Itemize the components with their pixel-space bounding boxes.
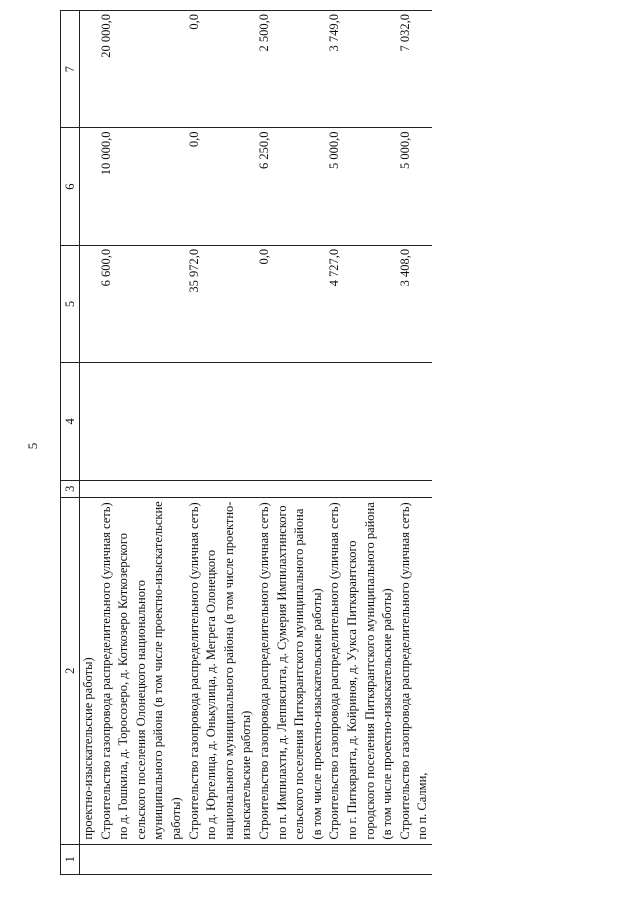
- value-col-7: 20 000,0: [98, 11, 186, 128]
- value-col-6: 5 000,0: [326, 128, 396, 245]
- row-number-cell: [186, 844, 256, 874]
- value-col-6: 5 000,0: [397, 128, 432, 245]
- page-number: 5: [25, 442, 40, 450]
- value-col-7: 2 500,0: [256, 11, 326, 128]
- value-col-5: 3 408,0: [397, 245, 432, 362]
- project-description: Строительство газопровода распределительного (уличная сеть) по п. Импилахти, д. Леппясилта, д. Сумерия Импилахтинского сельского поселения Питкярантского муниципального района (в том числе проектно-изыскательские работы): [256, 497, 326, 844]
- empty-cell: [186, 480, 256, 497]
- header-cell-3: 3: [61, 480, 80, 497]
- value-col-5: 4 727,0: [326, 245, 396, 362]
- header-cell-5: 5: [61, 245, 80, 362]
- empty-cell: [80, 480, 98, 497]
- value-col-5: 0,0: [256, 245, 326, 362]
- header-cell-4: 4: [61, 363, 80, 480]
- empty-cell: [326, 480, 396, 497]
- row-number-cell: [326, 844, 396, 874]
- table-row: [326, 11, 396, 875]
- empty-cell: [98, 363, 186, 480]
- row-number-cell: [397, 844, 432, 874]
- value-col-7: 0,0: [186, 11, 256, 128]
- value-col-7: 7 032,0: [397, 11, 432, 128]
- table-header-row: [61, 11, 80, 875]
- table-row: [256, 11, 326, 875]
- value-col-6: [80, 128, 98, 245]
- project-description: Строительство газопровода распределительного (уличная сеть) по д. Гошкила, д. Торосозеро, д. Коткозеро Коткозерского сельского поселения Олонецкого национального муниципального района (в том числе проектно-изыскательские работы): [98, 497, 186, 844]
- funding-table: [60, 10, 432, 875]
- value-col-6: 6 250,0: [256, 128, 326, 245]
- empty-cell: [80, 363, 98, 480]
- project-description: проектно-изыскательские работы): [80, 497, 98, 844]
- project-description: Строительство газопровода распределительного (уличная сеть) по г. Питкяранта, д. Койриноя, д. Уукса Питкярантского городского поселения Питкярантского муниципального района (в том числе проектно-изыскательские работы): [326, 497, 396, 844]
- value-col-7: [80, 11, 98, 128]
- empty-cell: [256, 480, 326, 497]
- row-number-cell: [98, 844, 186, 874]
- table-row: [397, 11, 432, 875]
- table-row: [80, 11, 98, 875]
- empty-cell: [326, 363, 396, 480]
- empty-cell: [98, 480, 186, 497]
- header-cell-2: 2: [61, 497, 80, 844]
- rotated-table-container: [60, 10, 580, 875]
- project-description: Строительство газопровода распределительного (уличная сеть) по п. Салми,: [397, 497, 432, 844]
- table-row: [186, 11, 256, 875]
- empty-cell: [397, 480, 432, 497]
- header-cell-7: 7: [61, 11, 80, 128]
- header-cell-6: 6: [61, 128, 80, 245]
- empty-cell: [256, 363, 326, 480]
- value-col-7: 3 749,0: [326, 11, 396, 128]
- row-number-cell: [256, 844, 326, 874]
- value-col-5: 6 600,0: [98, 245, 186, 362]
- value-col-5: 35 972,0: [186, 245, 256, 362]
- table-row: [98, 11, 186, 875]
- header-cell-1: 1: [61, 844, 80, 874]
- value-col-6: 0,0: [186, 128, 256, 245]
- value-col-6: 10 000,0: [98, 128, 186, 245]
- project-description: Строительство газопровода распределительного (уличная сеть) по д. Юргелица, д. Онькулица, д. Мегрега Олонецкого национального муниципального района (в том числе проектно-изыскательские работы): [186, 497, 256, 844]
- empty-cell: [397, 363, 432, 480]
- value-col-5: [80, 245, 98, 362]
- row-number-cell: [80, 844, 98, 874]
- empty-cell: [186, 363, 256, 480]
